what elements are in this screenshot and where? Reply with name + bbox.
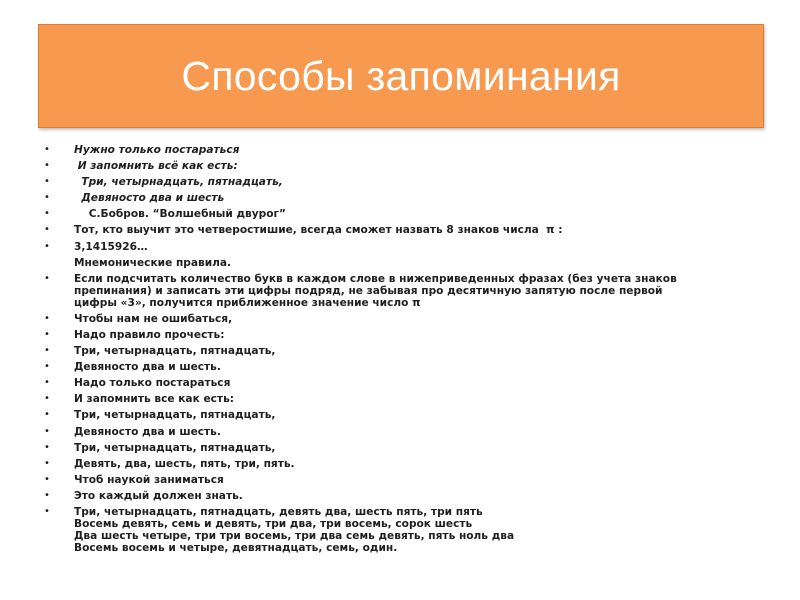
list-item-text: С.Бобров. “Волшебный двурог” xyxy=(74,208,287,221)
list-item-text: Тот, кто выучит это четверостишие, всегда сможет назвать 8 знаков числа π : xyxy=(74,224,563,237)
list-item-text: Девяносто два и шесть xyxy=(74,192,225,205)
list-item xyxy=(42,490,762,502)
list-item xyxy=(42,329,762,341)
list-item-text: Надо только постараться xyxy=(74,377,231,390)
list-item xyxy=(42,257,762,269)
list-item xyxy=(42,458,762,470)
bullet-dot: • xyxy=(44,272,50,284)
list-item xyxy=(42,474,762,486)
list-item-text: Три, четырнадцать, пятнадцать, xyxy=(74,176,283,189)
list-item-text: Девяносто два и шесть. xyxy=(74,361,221,374)
list-item-text: Чтоб наукой заниматься xyxy=(74,473,224,486)
list-item-line: Два шесть четыре, три три восемь, три два семь девять, пять ноль два xyxy=(74,529,515,542)
list-item-text: Чтобы нам не ошибаться, xyxy=(74,312,233,325)
list-item-text: И запомнить все как есть: xyxy=(74,393,234,406)
bullet-dot: • xyxy=(44,441,50,453)
list-item-line: Восемь девять, семь и девять, три два, три восемь, сорок шесть xyxy=(74,517,473,530)
list-item xyxy=(42,273,762,309)
bullet-dot: • xyxy=(44,361,50,373)
list-item xyxy=(42,377,762,389)
bullet-dot: • xyxy=(44,160,50,172)
list-item-text: Надо правило прочесть: xyxy=(74,328,225,341)
list-item xyxy=(42,506,762,554)
bullet-dot: • xyxy=(44,393,50,405)
list-item-text xyxy=(74,506,762,554)
list-item xyxy=(42,160,762,172)
list-item xyxy=(42,208,762,220)
bullet-dot: • xyxy=(44,328,50,340)
bullet-dot: • xyxy=(44,176,50,188)
list-item-line: Восемь восемь и четыре, девятнадцать, семь, один. xyxy=(74,541,398,554)
list-item-text: Девять, два, шесть, пять, три, пять. xyxy=(74,457,295,470)
list-item xyxy=(42,345,762,357)
list-item-line: Три, четырнадцать, пятнадцать, девять два, шесть пять, три пять xyxy=(74,505,483,518)
list-item-text: Это каждый должен знать. xyxy=(74,489,243,502)
list-item xyxy=(42,176,762,188)
bullet-dot: • xyxy=(44,144,50,155)
bullet-dot: • xyxy=(44,409,50,421)
list-item xyxy=(42,313,762,325)
list-item-text: Мнемонические правила. xyxy=(74,256,232,269)
bullet-dot: • xyxy=(44,192,50,204)
list-item xyxy=(42,224,762,236)
bullet-dot: • xyxy=(44,224,50,236)
list-item-line: цифры «3», получится приближенное значение число π xyxy=(74,296,421,309)
bullet-dot: • xyxy=(44,425,50,437)
bullet-dot: • xyxy=(44,473,50,485)
list-item-text: Девяносто два и шесть. xyxy=(74,425,221,438)
title-banner xyxy=(38,24,764,128)
list-item xyxy=(42,192,762,204)
list-item-text: 3,1415926… xyxy=(74,240,148,253)
list-item-text: Три, четырнадцать, пятнадцать, xyxy=(74,441,276,454)
slide-title: Способы запоминания xyxy=(181,52,621,99)
list-item xyxy=(42,393,762,405)
bullet-dot: • xyxy=(44,377,50,389)
list-item-text: И запомнить всё как есть: xyxy=(74,160,238,173)
list-item-line: препинания) и записать эти цифры подряд, не забывая про десятичную запятую после первой xyxy=(74,284,663,297)
bullet-dot: • xyxy=(44,489,50,501)
bullet-dot: • xyxy=(44,505,50,517)
list-item-line: Если подсчитать количество букв в каждом слове в нижеприведенных фразах (без учета знаков xyxy=(74,272,677,285)
list-item xyxy=(42,241,762,253)
bullet-dot: • xyxy=(44,208,50,220)
list-item-text: Три, четырнадцать, пятнадцать, xyxy=(74,345,276,358)
list-item-text: Три, четырнадцать, пятнадцать, xyxy=(74,409,276,422)
bullet-dot: • xyxy=(44,240,50,252)
list-item-text: Нужно только постараться xyxy=(74,144,240,156)
list-item xyxy=(42,144,762,156)
list-item xyxy=(42,361,762,373)
bullet-list xyxy=(42,144,762,558)
bullet-dot: • xyxy=(44,312,50,324)
bullet-dot: • xyxy=(44,457,50,469)
bullet-dot: • xyxy=(44,345,50,357)
list-item xyxy=(42,426,762,438)
list-item xyxy=(42,409,762,421)
list-item xyxy=(42,442,762,454)
list-item-text xyxy=(74,273,762,309)
